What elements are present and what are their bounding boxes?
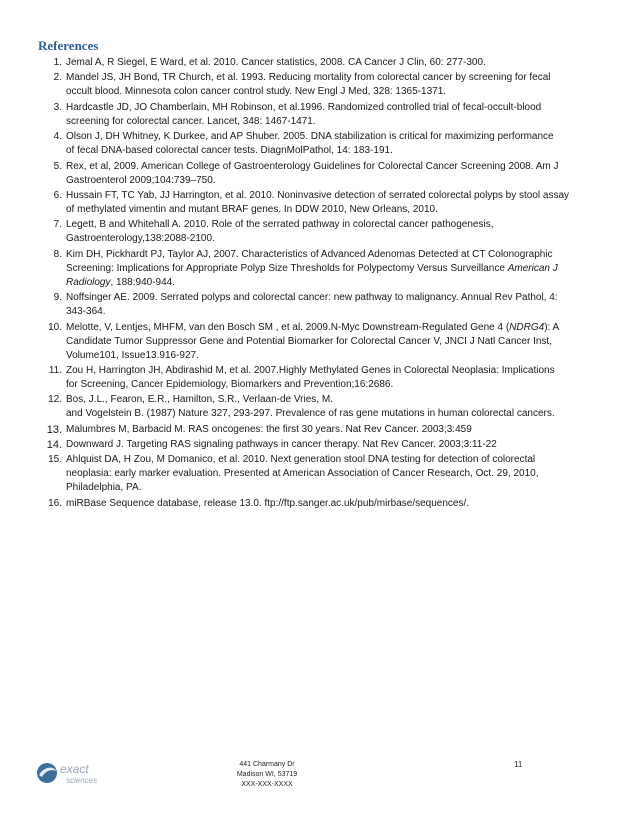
address-street: 441 Charmany Dr bbox=[239, 761, 295, 768]
logo-word: exact bbox=[60, 762, 89, 776]
reference-number: 11. bbox=[48, 364, 62, 376]
reference-number: 1. bbox=[53, 57, 62, 68]
reference-item bbox=[36, 453, 602, 495]
reference-item bbox=[36, 438, 602, 452]
reference-text: Noffsinger AE. 2009. Serrated polyps and colorectal cancer: new pathway to malignancy. Annual Rev Pathol, 4: 343-364. bbox=[66, 292, 558, 318]
reference-number: 5. bbox=[53, 160, 62, 172]
reference-item bbox=[36, 160, 602, 188]
reference-item bbox=[36, 291, 602, 319]
reference-item bbox=[36, 364, 602, 392]
reference-text: Jemal A, R Siegel, E Ward, et al. 2010. Cancer statistics, 2008. CA Cancer J Clin, 60: 277-300. bbox=[66, 57, 486, 68]
exact-sciences-logo bbox=[36, 760, 132, 786]
address-city: Madison WI, 53719 bbox=[236, 771, 298, 778]
reference-text: Hardcastle JD, JO Chamberlain, MH Robinson, et al.1996. Randomized controlled trial of fecal-occult-blood screening for colorectal cancer. Lancet, 348: 1467-1471. bbox=[66, 101, 542, 127]
reference-number: 8. bbox=[53, 248, 62, 260]
reference-item bbox=[36, 130, 602, 158]
reference-text: Rex, et al, 2009. American College of Gastroenterology Guidelines for Colorectal Cancer Screening 2008. Am J Gastroenterol 2009;104:739–750. bbox=[66, 160, 559, 186]
reference-number: 10. bbox=[48, 321, 62, 333]
reference-number: 16. bbox=[48, 497, 62, 509]
reference-number: 15. bbox=[48, 454, 62, 466]
reference-text: Hussain FT, TC Yab, JJ Harrington, et al. 2010. Noninvasive detection of serrated colorectal polyps by stool assay of methylated vimentin and mutant BRAF genes. In DDW 2010, New Orleans, 2010. bbox=[66, 189, 570, 215]
reference-text: Kim DH, Pickhardt PJ, Taylor AJ, 2007. Characteristics of Advanced Adenomas Detected at CT Colonographic Screening: Implications for Appropriate Polyp Size Thresholds for Polypectomy Versus Surveillance American J Radiology, 188:940-944. bbox=[66, 248, 558, 288]
reference-text: Ahlquist DA, H Zou, M Domanico, et al. 2010. Next generation stool DNA testing for detection of colorectal neoplasia: early marker evaluation. Presented at American Association of Cancer Research, Oct. 29, 2010, Philadelphia, PA. bbox=[66, 454, 539, 494]
reference-number: 4. bbox=[53, 131, 62, 143]
reference-text: Olson J, DH Whitney, K Durkee, and AP Shuber. 2005. DNA stabilization is critical for maximizing performance of fecal DNA-based colorectal cancer tests. DiagnMolPathol, 14: 183-191. bbox=[66, 131, 554, 157]
footer-address bbox=[212, 760, 322, 790]
references-heading: References bbox=[38, 38, 99, 53]
reference-text: Mandel JS, JH Bond, TR Church, et al. 1993. Reducing mortality from colorectal cancer by screening for fecal occult blood. Minnesota colon cancer control study. New Engl J Med, 328: 1365-1371. bbox=[66, 72, 551, 98]
reference-number: 2. bbox=[53, 72, 62, 84]
reference-text: Melotte, V, Lentjes, MHFM, van den Bosch SM , et al. 2009.N-Myc Downstream-Regulated Gene 4 (NDRG4): A Candidate Tumor Suppressor Gene and Potential Biomarker for Colorectal Cancer V, JNCI J Natl Cancer Inst, Volume101, Issue13.916-927. bbox=[66, 321, 560, 361]
reference-italic: American J Radiology bbox=[66, 262, 558, 288]
reference-number: 13. bbox=[46, 423, 62, 436]
reference-item bbox=[36, 56, 602, 70]
reference-item bbox=[36, 393, 602, 421]
reference-number: 9. bbox=[53, 292, 62, 304]
reference-number: 14. bbox=[46, 439, 62, 452]
reference-item bbox=[36, 497, 602, 511]
reference-text: Legett, B and Whitehall A. 2010. Role of the serrated pathway in colorectal cancer pathogenesis, Gastroenterology,138:2088-2100. bbox=[66, 219, 494, 245]
page-number: 11 bbox=[514, 760, 523, 769]
reference-item bbox=[36, 321, 602, 363]
reference-number: 3. bbox=[53, 101, 62, 113]
reference-number: 6. bbox=[53, 189, 62, 201]
reference-text: Bos, J.L., Fearon, E.R., Hamilton, S.R., Verlaan-de Vries, M. and Vogelstein B. (1987) Nature 327, 293-297. Prevalence of ras gene mutations in human colorectal cancers. bbox=[66, 394, 555, 420]
reference-number: 7. bbox=[53, 219, 62, 231]
reference-text: Malumbres M, Barbacid M. RAS oncogenes: the first 30 years. Nat Rev Cancer. 2003;3:459 bbox=[66, 423, 472, 435]
reference-item bbox=[36, 71, 602, 99]
reference-item bbox=[36, 248, 602, 290]
reference-text: Zou H, Harrington JH, Abdirashid M, et al. 2007.Highly Methylated Genes in Colorectal Neoplasia: Implications for Screening, Cancer Epidemiology, Biomarkers and Prevention;16:2686. bbox=[66, 364, 555, 390]
reference-item bbox=[36, 218, 602, 246]
reference-item bbox=[36, 423, 602, 437]
logo-subword: sciences bbox=[66, 776, 98, 785]
reference-item bbox=[36, 189, 602, 217]
reference-number: 12. bbox=[48, 394, 62, 406]
reference-item bbox=[36, 101, 602, 129]
reference-text: Downward J. Targeting RAS signaling pathways in cancer therapy. Nat Rev Cancer. 2003;3:11-22 bbox=[66, 439, 497, 451]
references-list bbox=[36, 56, 602, 512]
address-phone: XXX-XXX-XXXX bbox=[241, 781, 293, 788]
reference-italic: NDRG4 bbox=[509, 321, 545, 333]
reference-text: miRBase Sequence database, release 13.0. ftp://ftp.sanger.ac.uk/pub/mirbase/sequences/. bbox=[66, 497, 470, 509]
